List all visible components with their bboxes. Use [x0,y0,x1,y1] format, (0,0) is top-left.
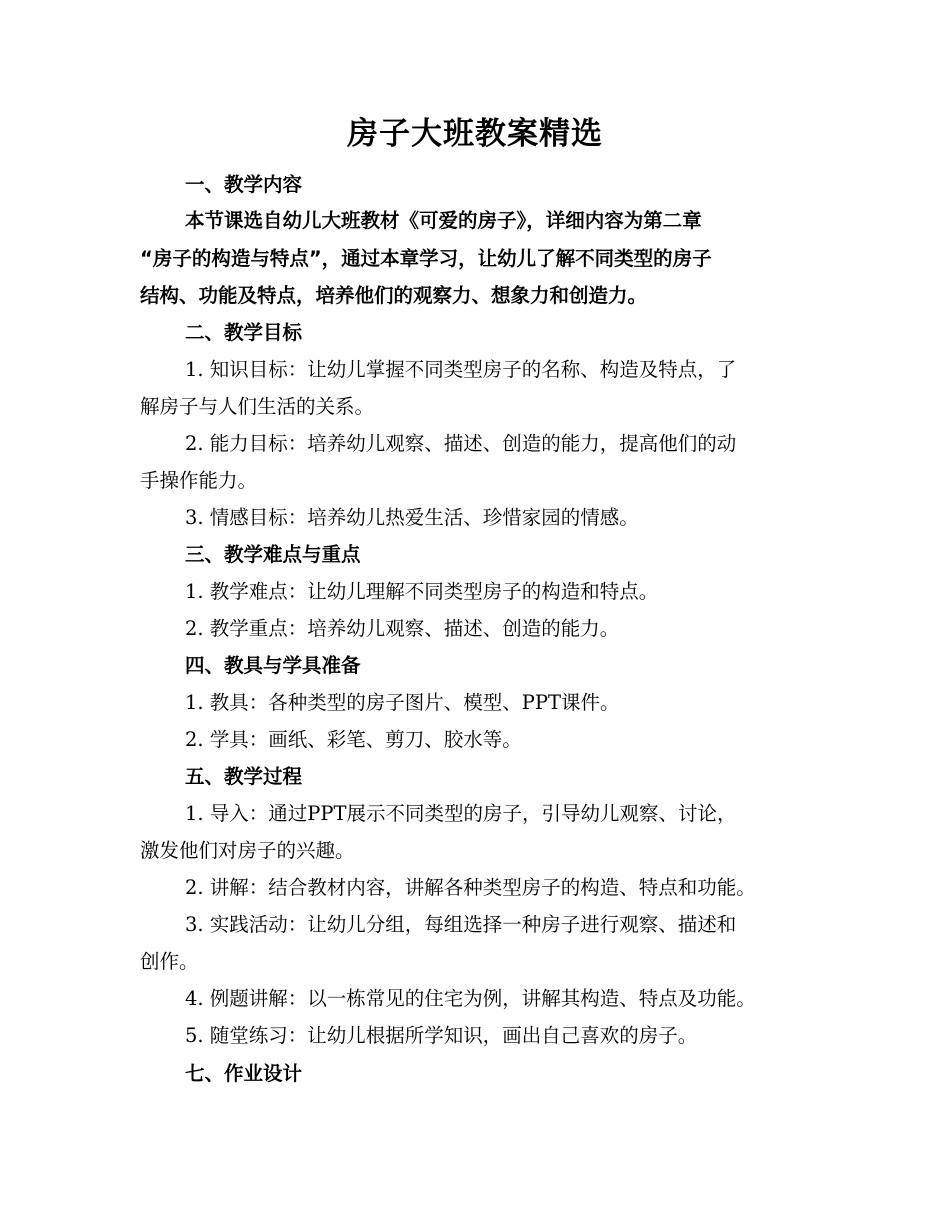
list-item-continuation: 创作。 [140,950,199,973]
section-heading-process: 五、教学过程 [185,765,303,788]
list-item: 2. 能力目标：培养幼儿观察、描述、创造的能力，提高他们的动 [185,432,737,455]
list-item-continuation: 解房子与人们生活的关系。 [140,395,375,418]
paragraph-line: 结构、功能及特点，培养他们的观察力、想象力和创造力。 [140,284,648,307]
list-item: 3. 情感目标：培养幼儿热爱生活、珍惜家园的情感。 [185,506,639,529]
section-heading-difficulties: 三、教学难点与重点 [185,543,361,566]
section-heading-homework: 七、作业设计 [185,1062,303,1085]
list-item: 2. 学具：画纸、彩笔、剪刀、胶水等。 [185,728,522,751]
list-item: 3. 实践活动：让幼儿分组，每组选择一种房子进行观察、描述和 [185,913,737,936]
list-item: 1. 教具：各种类型的房子图片、模型、PPT课件。 [185,691,620,714]
list-item: 1. 教学难点：让幼儿理解不同类型房子的构造和特点。 [185,580,659,603]
list-item: 1. 导入：通过PPT展示不同类型的房子，引导幼儿观察、讨论， [185,802,737,825]
list-item-continuation: 手操作能力。 [140,469,258,492]
document-title: 房子大班教案精选 [347,116,603,152]
list-item: 4. 例题讲解：以一栋常见的住宅为例，讲解其构造、特点及功能。 [185,987,756,1010]
list-item: 1. 知识目标：让幼儿掌握不同类型房子的名称、构造及特点，了 [185,358,737,381]
paragraph-line: “房子的构造与特点”，通过本章学习，让幼儿了解不同类型的房子 [140,247,712,270]
list-item-continuation: 激发他们对房子的兴趣。 [140,839,355,862]
list-item: 2. 讲解：结合教材内容，讲解各种类型房子的构造、特点和功能。 [185,876,756,899]
list-item: 5. 随堂练习：让幼儿根据所学知识，画出自己喜欢的房子。 [185,1024,698,1047]
list-item: 2. 教学重点：培养幼儿观察、描述、创造的能力。 [185,617,620,640]
section-heading-objectives: 二、教学目标 [185,321,303,344]
section-heading-content: 一、教学内容 [185,173,303,196]
section-heading-materials: 四、教具与学具准备 [185,654,361,677]
paragraph-line: 本节课选自幼儿大班教材《可爱的房子》，详细内容为第二章 [185,209,702,232]
